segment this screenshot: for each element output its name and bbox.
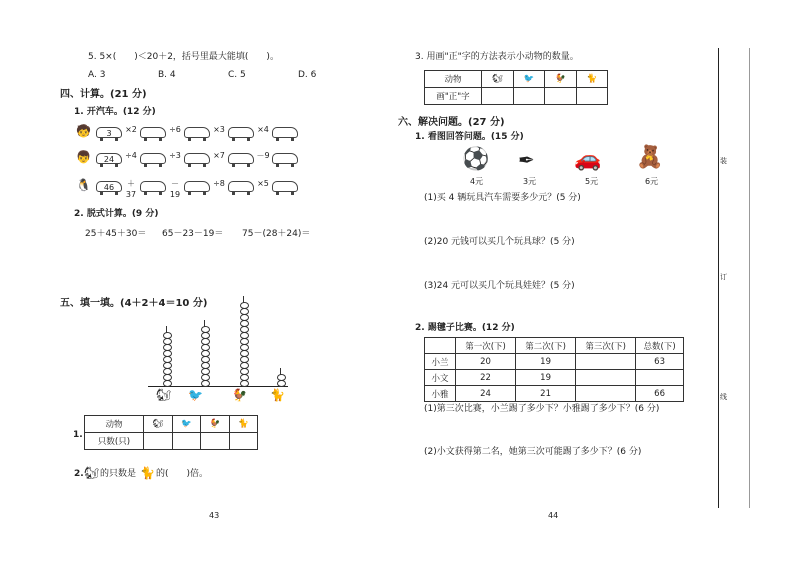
binding-line-outer [749,48,750,508]
car-operation: ÷4 [125,151,137,160]
header-cell: 总数(下) [636,338,684,354]
calc-item-3: 75－(28＋24)＝ [242,229,311,239]
penguin-icon: 🐧 [76,178,91,192]
table-cell: 24 [456,386,516,402]
bead [163,338,172,345]
tally-cell[interactable] [576,88,607,105]
table-label-animal: 动物 [85,416,144,433]
count-cell[interactable] [144,433,173,450]
answer-car[interactable] [184,127,210,138]
bead [240,326,249,333]
table-cell[interactable] [636,370,684,386]
price-pen: 3元 [523,177,537,186]
soccer-ball-icon: ⚽ [462,147,490,172]
car-operation: ×7 [213,151,225,160]
car-operation: －9 [256,151,270,160]
squirrel-icon: 🐿 [482,71,514,88]
doll-icon: 🧸 [636,145,664,170]
car-operation: ×3 [213,125,225,134]
q5-option-c: C. 5 [228,70,246,80]
bead [163,374,172,381]
answer-car[interactable] [140,127,166,138]
answer-car[interactable] [184,153,210,164]
table-cell: 20 [456,354,516,370]
q5-2-number: 2. [74,469,84,479]
tally-cell[interactable] [513,88,544,105]
table-cell[interactable] [576,354,636,370]
bead [163,332,172,339]
chicken-icon: 🐓 [201,416,229,433]
q5-2-text-1: 的只数是 [100,469,137,479]
tally-table [424,70,608,105]
price-car: 5元 [585,177,599,186]
bead [163,368,172,375]
bead [201,368,210,375]
start-car: 24 [96,153,122,164]
q5-2-text-2: 的( )倍。 [156,469,209,479]
bead [240,308,249,315]
cat-icon: 🐈 [576,71,607,88]
q6-2-title: 2. 踢毽子比赛。(12 分) [415,323,515,333]
car-operation: ＋37 [125,179,137,199]
table-cell: 19 [516,370,576,386]
header-cell: 第二次(下) [516,338,576,354]
cat-icon: 🐈 [270,388,285,402]
q6-1-sub-3: (3)24 元可以买几个玩具娃娃？(5 分) [424,281,575,291]
q6-2-sub-2: (2)小文获得第二名，她第三次可能踢了多少下？(6 分) [424,447,642,457]
table-cell: 63 [636,354,684,370]
answer-car[interactable] [228,153,254,164]
header-cell [425,338,456,354]
tally-label-animal: 动物 [425,71,482,88]
margin-char-bottom: 线 [720,393,727,401]
q5-1-number: 1. [73,430,83,440]
q6-1-sub-1: (1)买 4 辆玩具汽车需要多少元？(5 分) [424,193,581,203]
bead [240,362,249,369]
page-number-left: 43 [209,511,220,520]
bird-icon: 🐦 [188,388,203,402]
bead [240,380,249,387]
margin-char-top: 装 [720,157,727,165]
cat-icon: 🐈 [229,416,257,433]
answer-car[interactable] [272,127,298,138]
q5-option-b: B. 4 [158,70,176,80]
answer-car[interactable] [228,127,254,138]
bead [201,332,210,339]
calc-item-2: 65－23－19＝ [162,229,224,239]
animal-count-table [84,415,258,450]
bead [277,374,286,381]
bead [240,350,249,357]
bead [240,338,249,345]
bead [201,380,210,387]
bead [240,302,249,309]
bead [240,332,249,339]
car-operation: ×2 [125,125,137,134]
section-4-title: 四、计算。(21 分) [60,89,147,100]
table-cell: 21 [516,386,576,402]
bead [201,344,210,351]
count-cell[interactable] [201,433,229,450]
squirrel-icon: 🐿 [84,466,100,480]
bead [201,338,210,345]
table-cell: 小文 [425,370,456,386]
chicken-icon: 🐓 [545,71,576,88]
table-cell: 66 [636,386,684,402]
car-operation: ÷6 [169,125,181,134]
toy-car-icon: 🚗 [574,147,602,172]
section-5-title: 五、填一填。(4＋2＋4＝10 分) [60,298,208,309]
count-cell[interactable] [172,433,200,450]
q4-1-title: 1. 开汽车。(12 分) [74,107,156,117]
bead [240,314,249,321]
car-operation: －19 [169,179,181,199]
squirrel-icon: 🐿 [144,416,173,433]
q6-1-title: 1. 看图回答问题。(15 分) [415,132,524,142]
q5-text: 5. 5×( )＜20＋2，括号里最大能填( )。 [88,52,279,62]
table-cell: 19 [516,354,576,370]
chicken-icon: 🐓 [232,388,247,402]
q5-option-a: A. 3 [88,70,106,80]
bead [201,350,210,357]
margin-char-middle: 订 [720,273,727,281]
pen-icon: ✒ [518,148,535,172]
q5-option-d: D. 6 [298,70,317,80]
car-operation: ÷3 [169,151,181,160]
price-ball: 4元 [470,177,484,186]
bead [240,344,249,351]
table-cell: 小雅 [425,386,456,402]
bead [163,350,172,357]
header-cell: 第一次(下) [456,338,516,354]
page-number-right: 44 [548,511,559,520]
table-cell: 小兰 [425,354,456,370]
bead [240,374,249,381]
bead [240,320,249,327]
answer-car[interactable] [184,181,210,192]
student-icon: 🧒 [76,124,91,138]
bead [163,380,172,387]
bead [201,356,210,363]
bead [163,362,172,369]
q6-1-sub-2: (2)20 元钱可以买几个玩具球？(5 分) [424,237,575,247]
tally-label-mark: 画"正"字 [425,88,482,105]
cat-icon: 🐈 [140,466,155,480]
bird-icon: 🐦 [172,416,200,433]
bead [201,326,210,333]
bead [201,362,210,369]
answer-car[interactable] [272,153,298,164]
tally-cell[interactable] [545,88,576,105]
start-car: 3 [96,127,122,138]
bird-icon: 🐦 [513,71,544,88]
answer-car[interactable] [228,181,254,192]
shuttlecock-table [424,337,684,402]
answer-car[interactable] [272,181,298,192]
answer-car[interactable] [140,153,166,164]
table-cell[interactable] [576,370,636,386]
count-cell[interactable] [229,433,257,450]
binding-line [718,48,719,508]
start-car: 46 [96,181,122,192]
tally-cell[interactable] [482,88,514,105]
q3-title: 3. 用画"正"字的方法表示小动物的数量。 [415,52,579,62]
header-cell: 第三次(下) [576,338,636,354]
car-operation: ×5 [257,179,269,188]
table-label-count: 只数(只) [85,433,144,450]
bead [277,380,286,387]
boy-icon: 👦 [76,150,91,164]
table-cell: 22 [456,370,516,386]
calc-item-1: 25＋45＋30＝ [85,229,147,239]
bead [240,356,249,363]
table-cell[interactable] [576,386,636,402]
bead [163,356,172,363]
bead [163,344,172,351]
q6-2-sub-1: (1)第三次比赛，小兰踢了多少下？小雅踢了多少下？(6 分) [424,404,660,414]
section-6-title: 六、解决问题。(27 分) [398,117,505,128]
q4-2-title: 2. 脱式计算。(9 分) [74,209,159,219]
price-doll: 6元 [645,177,659,186]
squirrel-icon: 🐿 [156,388,172,402]
car-operation: ×4 [257,125,269,134]
bead [201,374,210,381]
answer-car[interactable] [140,181,166,192]
car-operation: ÷8 [213,179,225,188]
bead [240,368,249,375]
